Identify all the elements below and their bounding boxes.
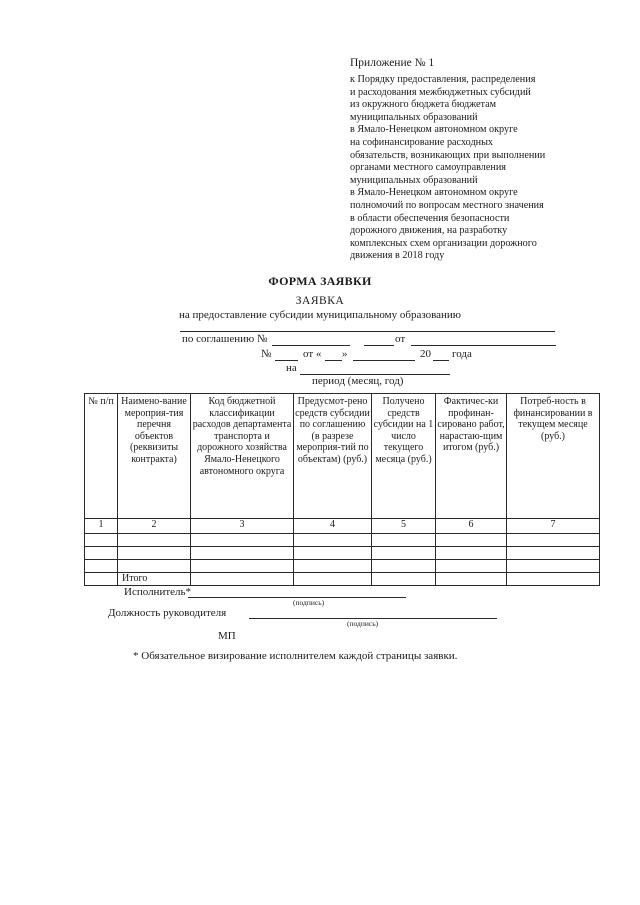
appendix-line: дорожного движения, на разработку [350,225,508,237]
table-cell[interactable] [191,560,294,573]
appendix-line: муниципальных образований [350,174,478,186]
number-sign: № [261,348,272,360]
table-cell[interactable] [294,547,372,560]
table-cell[interactable] [507,560,600,573]
appendix-line: из окружного бюджета бюджетам [350,99,497,111]
head-signature-caption: (подпись) [347,619,379,628]
column-number: 5 [372,519,436,534]
date-from-label: от « [303,348,322,360]
table-cell[interactable] [507,573,600,586]
number-line [275,360,298,361]
period-caption: период (месяц, год) [312,375,404,387]
column-number: 2 [118,519,191,534]
executor-label: Исполнитель* [124,586,192,598]
agreement-label: по соглашению № [182,333,268,345]
municipality-blank-line [180,331,555,332]
column-number: 6 [436,519,507,534]
column-number: 4 [294,519,372,534]
table-cell[interactable] [118,560,191,573]
table-cell[interactable] [85,534,118,547]
table-cell[interactable] [436,560,507,573]
appendix-line: на софинансирование расходных [350,136,494,148]
appendix-line: движения в 2018 году [350,250,445,262]
appendix-line: к Порядку предоставления, распределения [350,74,536,85]
table-total-row [85,573,600,586]
seal-mark: МП [218,630,236,642]
table-cell[interactable] [372,573,436,586]
table-cell[interactable] [191,573,294,586]
appendix-line: муниципальных образований [350,111,478,123]
appendix-line: и расходования межбюджетных субсидий [350,86,531,98]
application-table [84,393,600,586]
table-row [85,560,600,573]
column-number: 7 [507,519,600,534]
column-header-received-subsidy: Получено средств субсидии на 1 число текущего месяца (руб.) [372,394,436,519]
table-cell[interactable] [372,560,436,573]
table-cell[interactable] [191,547,294,560]
agreement-extra-line [364,345,394,346]
table-cell[interactable] [507,547,600,560]
executor-signature-caption: (подпись) [293,598,325,607]
table-row [85,547,600,560]
agreement-number-line [272,345,350,346]
year-suffix: года [452,348,472,360]
table-cell[interactable] [372,534,436,547]
table-cell[interactable] [507,534,600,547]
date-close-quote: » [342,348,348,360]
table-header-row [85,394,600,519]
table-column-numbers-row [85,519,600,534]
table-cell[interactable] [436,534,507,547]
agreement-from-label: от [395,333,406,345]
column-header-budget-code: Код бюджетной классификации расходов департамента транспорта и дорожного хозяйства Ямало-Ненецкого автономного округа [191,394,294,519]
table-cell[interactable] [436,573,507,586]
table-cell[interactable] [118,534,191,547]
table-cell[interactable] [294,560,372,573]
period-prefix: на [286,362,297,374]
table-row [85,534,600,547]
footnote: * Обязательное визирование исполнителем каждой страницы заявки. [133,650,458,662]
year-prefix: 20 [420,348,431,360]
month-line [353,360,415,361]
table-cell[interactable] [372,547,436,560]
column-header-number: № п/п [85,394,118,519]
table-cell[interactable] [294,534,372,547]
table-cell[interactable] [85,547,118,560]
table-cell[interactable] [85,560,118,573]
day-line [325,360,342,361]
appendix-line: комплексных схем организации дорожного [350,237,537,249]
column-header-financing-need: Потреб-ность в финансировании в текущем месяце (руб.) [507,394,600,519]
appendix-line: в Ямало-Ненецком автономном округе [350,124,518,136]
appendix-line: обязательств, возникающих при выполнении [350,149,546,161]
appendix-line: органами местного самоуправления [350,162,506,174]
column-header-actual-financing: Фактичес-ки профинан-сировано работ, нарастаю-щим итогом (руб.) [436,394,507,519]
application-heading: ЗАЯВКА [295,295,345,307]
agreement-date-line [411,345,556,346]
appendix-text [350,74,620,263]
head-position-label: Должность руководителя [108,607,227,619]
application-subtitle: на предоставление субсидии муниципальному образованию [178,309,462,321]
column-header-planned-subsidy: Предусмот-рено средств субсидии по соглашению (в разрезе мероприя-тий по объектам) (руб.) [294,394,372,519]
appendix-line: в Ямало-Ненецком автономном округе [350,187,518,199]
total-label: Итого [118,573,191,586]
form-title: ФОРМА ЗАЯВКИ [268,274,372,288]
column-number: 1 [85,519,118,534]
table-cell [85,573,118,586]
appendix-line: в области обеспечения безопасности [350,212,510,224]
column-number: 3 [191,519,294,534]
table-cell[interactable] [191,534,294,547]
appendix-line: полномочий по вопросам местного значения [350,199,544,211]
table-cell[interactable] [294,573,372,586]
table-cell[interactable] [436,547,507,560]
table-cell[interactable] [118,547,191,560]
column-header-activity-name: Наимено-вание мероприя-тия перечня объектов (реквизиты контракта) [118,394,191,519]
year-line [433,360,449,361]
appendix-title: Приложение № 1 [350,57,435,69]
